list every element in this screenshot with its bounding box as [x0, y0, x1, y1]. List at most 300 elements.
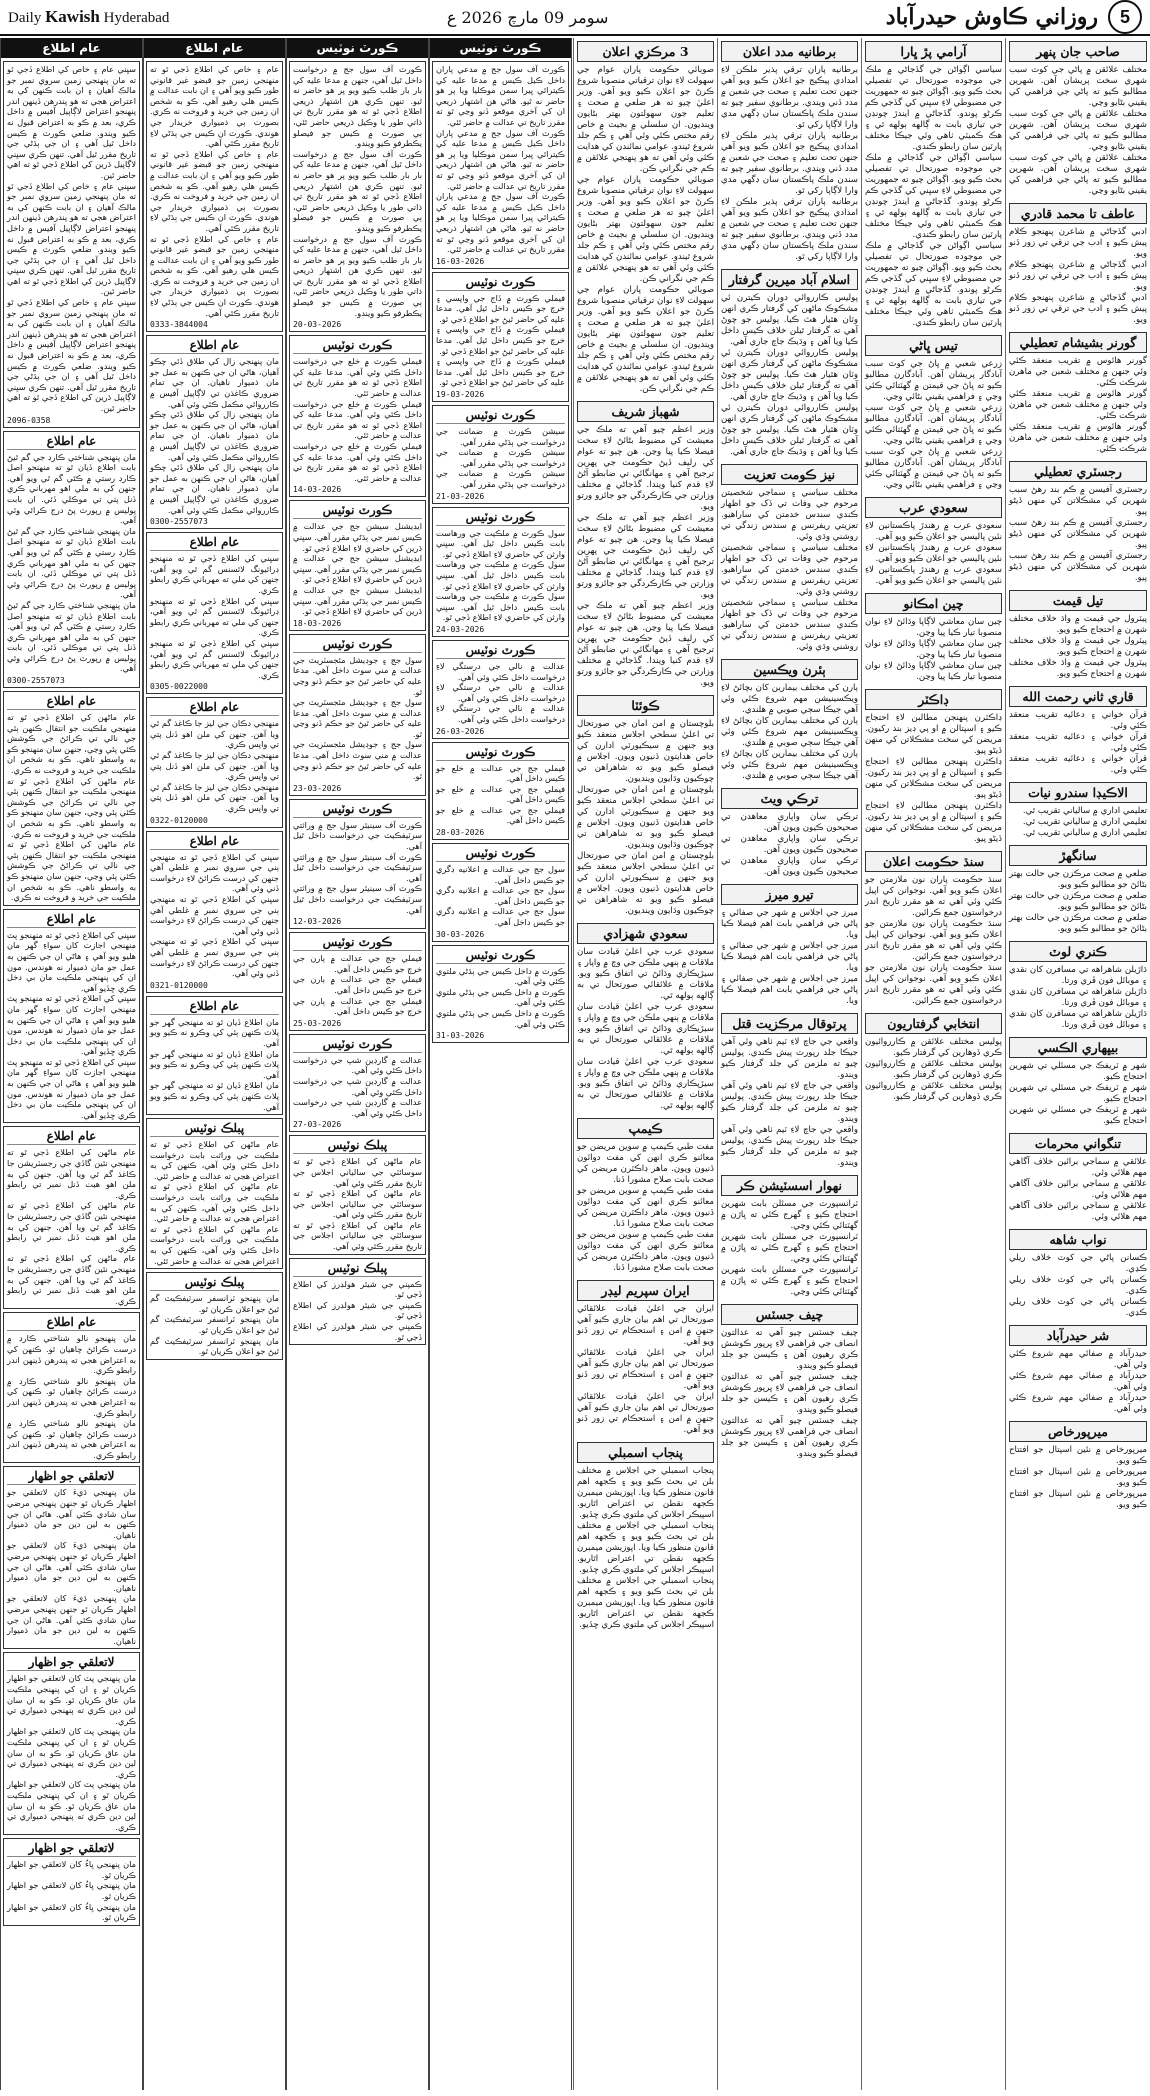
- news-story: [865, 1013, 1002, 1103]
- story-body: پوليس ڪارروائي دوران ڪيترن ئي مشڪوڪ ماڻهن کي گرفتار ڪري انهن وٽان هٿيار هٿ ڪيا. پوليس جو چوڻ آهي ته گرفتار ٿيلن خلاف ڪيس داخل ڪيا ويا آهن ۽ وڌيڪ جاچ جاري آهي.: [721, 348, 858, 402]
- notice-title: عام اطلاع: [7, 1129, 136, 1145]
- notice-text: عام ۽ خاص کي اطلاع ڏجي ٿو ته منهنجي زمين جو قبضو غير قانوني طور ڪيو ويو آهي ۽ ان بابت عدالت ۾ ڪيس هلي رهيو آهي. ڪو به شخص ان زمين جي خريد و فروخت نه ڪري. بصورت ٻي ذميواري خريدار جي هوندي. ڪورٽ ان ڪيس جي ٻڌڻي لاءِ تاريخ مقرر ڪئي آهي.: [150, 64, 279, 149]
- story-body: سنڌ حڪومت پاران نون ملازمتن جو اعلان ڪيو ويو آهي. نوجوانن کي اپيل ڪئي وئي آهي ته هو مقرر تاريخ اندر درخواستون جمع ڪرائين.: [865, 963, 1002, 1006]
- brand-name: Kawish: [45, 7, 100, 26]
- news-story: [721, 1013, 858, 1169]
- notice-box: [432, 945, 569, 1044]
- notice-contact: 14-03-2026: [293, 485, 342, 495]
- story-body: ايران جي اعليٰ قيادت علائقائي صورتحال تي اهم بيان جاري ڪيو آهي جنهن ۾ امن ۽ استحڪام تي زور ڏنو ويو آهي.: [577, 1348, 714, 1391]
- notice-box: [289, 634, 426, 796]
- notice-text: سڀني کي اطلاع ڏجي ٿو ته منهنجو ڊرائيونگ لائسنس گم ٿي ويو آهي، جنهن کي ملي ته مهرباني ڪري رابطو ڪري.: [150, 595, 279, 638]
- notice-contact: 24-03-2026: [436, 624, 485, 634]
- story-body: سنڌ حڪومت پاران نون ملازمتن جو اعلان ڪيو ويو آهي. نوجوانن کي اپيل ڪئي وئي آهي ته هو مقرر تاريخ اندر درخواستون جمع ڪرائين.: [865, 919, 1002, 962]
- notice-box: [289, 1258, 426, 1346]
- notice-text: عام ماڻهن کي اطلاع ڏجي ٿو ته منهنجي ملڪيت جو انتقال ڪنهن ٻئي جي نالي تي ڪرائڻ جي ڪوشش ڪئي پئي وڃي، جنهن سان منهنجو ڪو به واسطو ناهي. ڪو به شخص ان ملڪيت جي خريد و فروخت نه ڪري.: [7, 839, 136, 903]
- story-body: چين سان معاشي لاڳاپا وڌائڻ لاءِ نوان منصوبا تيار ڪيا پيا وڃن.: [865, 617, 1002, 638]
- notice-title: ڪورٽ نوٽيس: [293, 338, 422, 354]
- notice-title: عام اطلاع: [150, 535, 279, 551]
- news-story: [577, 923, 714, 1112]
- notice-text: مان پنهنجي ڌيءَ کان لاتعلقي جو اظهار ڪريان ٿو جنهن پنهنجي مرضي سان شادي ڪئي آهي. هاڻي ان جي ڪنهن به لين دين جو مان ذميوار ناهيان.: [7, 1487, 136, 1540]
- notice-title: ڪورٽ نوٽيس: [293, 503, 422, 519]
- story-body: ضلعي ۾ صحت مرڪزن جي حالت بهتر بڻائڻ جو مطالبو ڪيو ويو.: [1009, 869, 1147, 890]
- story-headline: نواب شاهه: [1009, 1229, 1147, 1250]
- story-body: علائقي ۾ سماجي برائين خلاف آگاهي مهم هلائي وئي.: [1009, 1201, 1147, 1222]
- story-body: قرآن خواني ۽ دعائيه تقريب منعقد ڪئي وئي.: [1009, 732, 1147, 753]
- notice-text: عام ماڻهن کي اطلاع ڏجي ٿو ته سوسائٽي جي سالياني اجلاس جي تاريخ مقرر ڪئي وئي آهي.: [293, 1188, 422, 1220]
- column-header: ڪورٽ نوٽيس: [430, 38, 571, 58]
- notice-box: [3, 1838, 140, 1926]
- notice-text: سول جج جي عدالت ۾ اعلانيه ڊگري جو ڪيس داخل آهي.: [436, 885, 565, 906]
- notice-text: عدالت ۾ گارڊين شپ جي درخواست داخل ڪئي وئي آهي.: [293, 1097, 422, 1118]
- notice-box: [146, 532, 283, 694]
- news-story: [721, 659, 858, 782]
- notice-text: مان پنهنجي شناختي ڪارڊ جي گم ٿيڻ بابت اطلاع ڏيان ٿو ته منهنجو اصل ڪارڊ رستي ۾ ڪٿي گم ٿي ويو آهي. جنهن کي به ملي اهو مهرباني ڪري ڏنل پتي تي موڪلي ڏئي. ان بابت پوليس ۾ رپورٽ پڻ درج ڪرائي وئي آهي.: [7, 451, 136, 526]
- notice-column-1: [0, 38, 143, 2090]
- news-story: [1009, 203, 1147, 326]
- notice-title: لاتعلقي جو اظهار: [7, 1469, 136, 1485]
- notice-text: عام ۽ خاص کي اطلاع ڏجي ٿو ته منهنجي زمين جو قبضو غير قانوني طور ڪيو ويو آهي ۽ ان بابت عدالت ۾ ڪيس هلي رهيو آهي. ڪو به شخص ان زمين جي خريد و فروخت نه ڪري. بصورت ٻي ذميواري خريدار جي هوندي. ڪورٽ ان ڪيس جي ٻڌڻي لاءِ تاريخ مقرر ڪئي آهي.: [150, 233, 279, 318]
- story-body: ڌاڙيلن شاهراهه تي مسافرن کان نقدي ۽ موبائل فون ڦري ورتا.: [1009, 987, 1147, 1008]
- notice-title: عام اطلاع: [150, 700, 279, 716]
- notice-title: ڪورٽ نوٽيس: [436, 275, 565, 291]
- notice-text: فيملي ڪورٽ ۾ ڏاج جي واپسي ۽ خرچ جو ڪيس داخل ٿيل آهي. مدعا عليه کي حاضر ٿيڻ جو اطلاع ڏجي ٿو.: [436, 292, 565, 324]
- notice-text: سول جج ۽ جوڊيشل مئجسٽريٽ جي عدالت ۾ مني سوٽ داخل آهي. مدعا عليه کي حاضر ٿيڻ جو حڪم ڏنو وڃي ٿو.: [293, 739, 422, 782]
- story-body: رجسٽري آفيسن ۾ ڪم بند رهڻ سبب شهرين کي مشڪلاتن کي منهن ڏيڻو پيو.: [1009, 485, 1147, 517]
- story-body: گورنر هائوس ۾ تقريب منعقد ڪئي وئي جنهن ۾ مختلف شعبن جي ماهرن شرڪت ڪئي.: [1009, 356, 1147, 388]
- story-body: ضلعي ۾ صحت مرڪزن جي حالت بهتر بڻائڻ جو مطالبو ڪيو ويو.: [1009, 913, 1147, 934]
- news-story: [721, 788, 858, 878]
- notice-text: مان پنهنجي زال کي طلاق ڏئي چڪو آهيان، هاڻي ان جي ڪنهن به عمل جو مان ذميوار ناهيان. ان جي تمام ضروري ڪاغذن تي لاڳاپيل آفيس ۾ ڪارروائي مڪمل ڪئي وئي آهي.: [150, 462, 279, 515]
- notice-contact: 0305-0022000: [150, 682, 208, 692]
- notice-title: ڪورٽ نوٽيس: [436, 408, 565, 424]
- story-body: پوليس ڪارروائي دوران ڪيترن ئي مشڪوڪ ماڻهن کي گرفتار ڪري انهن وٽان هٿيار هٿ ڪيا. پوليس جو چوڻ آهي ته گرفتار ٿيلن خلاف ڪيس داخل ڪيا ويا آهن ۽ وڌيڪ جاچ جاري آهي.: [721, 293, 858, 347]
- story-headline: پرتوقال مرڪزيت قتل: [721, 1013, 858, 1034]
- notice-contact: 2096-0358: [7, 415, 51, 425]
- notice-text: عام ماڻهن کي اطلاع ڏجي ٿو ته ملڪيت جي وراثت بابت درخواست داخل ڪئي وئي آهي، ڪنهن کي به اعتراض هجي ته عدالت ۾ حاضر ٿئي.: [150, 1223, 279, 1266]
- notice-title: عام اطلاع: [150, 338, 279, 354]
- story-body: ٻارن کي مختلف بيمارين کان بچائڻ لاءِ ويڪسينيشن مهم شروع ڪئي وئي آهي جيڪا سڄي صوبي ۾ هلندي.: [721, 683, 858, 715]
- notice-text: سول جج ۽ جوڊيشل مئجسٽريٽ جي عدالت ۾ مني سوٽ داخل آهي. مدعا عليه کي حاضر ٿيڻ جو حڪم ڏنو وڃي ٿو.: [293, 697, 422, 739]
- story-body: ميرپورخاص ۾ نئين اسپتال جو افتتاح ڪيو ويو.: [1009, 1445, 1147, 1466]
- brand-prefix: Daily: [8, 10, 42, 26]
- notice-box: [432, 405, 569, 504]
- news-story: [721, 884, 858, 1007]
- notice-text: فيملي ڪورٽ ۾ ڏاج جي واپسي ۽ خرچ جو ڪيس داخل ٿيل آهي. مدعا عليه کي حاضر ٿيڻ جو اطلاع ڏجي ٿو.: [436, 324, 565, 356]
- notice-title: لاتعلقي جو اظهار: [7, 1841, 136, 1857]
- story-headline: نيز ڪومت تعزيت: [721, 464, 858, 485]
- story-body: ڪسانن پاڻي جي کوٽ خلاف ريلي ڪڍي.: [1009, 1297, 1147, 1318]
- notice-text: ڪمپني جي شيئر هولڊرز کي اطلاع ڏجي ٿو.: [293, 1321, 422, 1342]
- story-body: سياسي اڳواڻن جي گڏجاڻي ۾ ملڪ جي موجوده صورتحال تي تفصيلي بحث ڪيو ويو. اڳواڻن چيو ته جمهوريت جي مضبوطي لاءِ سڀني کي گڏجي ڪم ڪرڻو پوندو. گڏجاڻي ۾ ايندڙ چونڊن جي تياري بابت به ڳالهه ٻولهه ٿي ۽ هڪ ڪميٽي ٺاهي وئي جيڪا مختلف پارٽين سان رابطو ڪندي.: [865, 153, 1002, 240]
- story-body: مختلف سياسي ۽ سماجي شخصيتن مرحوم جي وفات تي ڏک جو اظهار ڪندي سندس خدمتن کي ساراهيو. تعزيتي ريفرنس ۾ سندس زندگي تي روشني وڌي وئي.: [721, 488, 858, 542]
- notice-text: سڀني کي اطلاع ڏجي ٿو ته منهنجي ٻني جي سروي نمبر ۾ غلطي آهي جنهن کي درست ڪرائڻ لاءِ درخواست ڏني وئي آهي.: [150, 894, 279, 936]
- notice-text: عدالت ۾ گارڊين شپ جي درخواست داخل ڪئي وئي آهي.: [293, 1054, 422, 1076]
- notice-box: [146, 697, 283, 827]
- story-body: پوليس ڪارروائي دوران ڪيترن ئي مشڪوڪ ماڻهن کي گرفتار ڪري انهن وٽان هٿيار هٿ ڪيا. پوليس جو چوڻ آهي ته گرفتار ٿيلن خلاف ڪيس داخل ڪيا ويا آهن ۽ وڌيڪ جاچ جاري آهي.: [721, 403, 858, 457]
- notice-text: ڪورٽ ۾ داخل ڪيس جي ٻڌڻي ملتوي ڪئي وئي آهي.: [436, 965, 565, 987]
- story-body: ڊاڪٽرن پنهنجن مطالبن لاءِ احتجاج ڪيو ۽ اسپتالن ۾ او پي ڊيز بند رکيون. مريضن کي سخت مشڪلاتن کي منهن ڏيڻو پيو.: [865, 801, 1002, 844]
- notice-contact: 27-03-2026: [293, 1120, 342, 1130]
- story-body: ٻارن کي مختلف بيمارين کان بچائڻ لاءِ ويڪسينيشن مهم شروع ڪئي وئي آهي جيڪا سڄي صوبي ۾ هلندي.: [721, 716, 858, 748]
- story-body: مفت طبي ڪيمپ ۾ سوين مريضن جو معائنو ڪري انهن کي مفت دوائون ڏنيون ويون. ماهر ڊاڪٽرن مريضن کي صحت بابت صلاح مشورا ڏنا.: [577, 1230, 714, 1273]
- news-story: [1009, 1325, 1147, 1415]
- story-headline: انتخابي گرفتاريون: [865, 1013, 1002, 1034]
- news-story: [865, 689, 1002, 845]
- notice-title: عام اطلاع: [7, 694, 136, 710]
- notice-text: منهنجي دڪان جي ليز جا ڪاغذ گم ٿي ويا آهن. جنهن کي ملن اهو ڏنل پتي تي واپس ڪري.: [150, 781, 279, 814]
- notice-text: مان پنهنجو ٽرانسفر سرٽيفڪيٽ گم ٿيڻ جو اعلان ڪريان ٿو.: [150, 1335, 279, 1357]
- notice-box: [289, 1135, 426, 1254]
- story-body: وزير اعظم چيو آهي ته ملڪ جي معيشت کي مضبوط بڻائڻ لاءِ سخت فيصلا ڪيا پيا وڃن. هن چيو ته عوام کي رليف ڏيڻ حڪومت جي پهرين ترجيح آهي ۽ مهانگائي تي ضابطو آڻڻ لاءِ قدم کنيا ويندا. گڏجاڻي ۾ مختلف وزارتن جي ڪارڪردگي جو جائزو ورتو ويو.: [577, 513, 714, 600]
- notice-text: فيملي ڪورٽ ۾ خلع جي درخواست داخل ڪئي وئي آهي. مدعا عليه کي اطلاع ڏجي ٿو ته هو مقرر تاريخ تي عدالت ۾ حاضر ٿئي.: [293, 356, 422, 399]
- notice-box: [3, 1466, 140, 1649]
- notice-title: ڪورٽ نوٽيس: [436, 745, 565, 761]
- notice-text: عام ماڻهن کي اطلاع ڏجي ٿو ته منهنجي نئين گاڏي جي رجسٽريشن جا ڪاغذ گم ٿي ويا آهن. جنهن کي به ملن اهو هيٺ ڏنل نمبر تي رابطو ڪري.: [7, 1200, 136, 1253]
- story-body: چيف جسٽس چيو آهي ته عدالتون انصاف جي فراهمي لاءِ ڀرپور ڪوشش ڪري رهيون آهن ۽ ڪيسن جو جلد فيصلو ڪيو ويندو.: [721, 1372, 858, 1415]
- news-story: [721, 1175, 858, 1298]
- notice-text: ڪورٽ آف سول جج ۾ مدعي پاران داخل ڪيل ڪيس ۾ مدعا عليه کي ڪيترائي ڀيرا سمن موڪليا ويا پر هو حاضر نه ٿيو. هاڻي هن اشتهار ذريعي ان کي آخري موقعو ڏنو وڃي ٿو ته مقرر تاريخ تي عدالت ۾ حاضر ٿئي.: [436, 64, 565, 127]
- notice-contact: 30-03-2026: [436, 929, 485, 939]
- story-headline: ٻئرن ويڪسين: [721, 659, 858, 680]
- notice-text: سول ڪورٽ ۾ ملڪيت جي ورهاست بابت ڪيس داخل ٿيل آهي. سڀني وارثن کي حاضري لاءِ اطلاع ڏجي ٿو.: [436, 559, 565, 591]
- brand-city: Hyderabad: [103, 10, 170, 26]
- notice-text: عام ماڻهن کي اطلاع ڏجي ٿو ته ملڪيت جي وراثت بابت درخواست داخل ڪئي وئي آهي، ڪنهن کي به اعتراض هجي ته عدالت ۾ حاضر ٿئي.: [150, 1139, 279, 1181]
- notice-contact: 18-03-2026: [293, 618, 342, 628]
- story-body: بلوچستان ۾ امن امان جي صورتحال تي اعليٰ سطحي اجلاس منعقد ڪيو ويو جنهن ۾ سيڪيورٽي ادارن کي خاص هدايتون ڏنيون ويون. اجلاس ۾ فيصلو ڪيو ويو ته شاهراهن تي چوڪيون وڌايون وينديون.: [577, 851, 714, 916]
- story-body: سعودي عرب ۾ رهندڙ پاڪستانين لاءِ نئين پاليسي جو اعلان ڪيو ويو آهي.: [865, 543, 1002, 564]
- story-headline: ڪوئٽا: [577, 695, 714, 716]
- notice-text: مان پنهنجي ڌيءَ کان لاتعلقي جو اظهار ڪريان ٿو جنهن پنهنجي مرضي سان شادي ڪئي آهي. هاڻي ان جي ڪنهن به لين دين جو مان ذميوار ناهيان.: [7, 1540, 136, 1593]
- news-story: [577, 1442, 714, 1631]
- news-story: [1009, 590, 1147, 680]
- story-body: برطانيه پاران ترقي پذير ملڪن لاءِ امدادي پيڪيج جو اعلان ڪيو ويو آهي جنهن تحت تعليم ۽ صحت جي شعبن ۾ مدد ڏني ويندي. برطانوي سفير چيو ته سندن ملڪ پاڪستان سان ڊگهي مدي وارا لاڳاپا رکي ٿو.: [721, 65, 858, 130]
- story-body: شهر ۾ ٽريفڪ جي مسئلي تي شهرين احتجاج ڪيو.: [1009, 1105, 1147, 1126]
- story-body: بلوچستان ۾ امن امان جي صورتحال تي اعليٰ سطحي اجلاس منعقد ڪيو ويو جنهن ۾ سيڪيورٽي ادارن کي خاص هدايتون ڏنيون ويون. اجلاس ۾ فيصلو ڪيو ويو ته شاهراهن تي چوڪيون وڌايون وينديون.: [577, 785, 714, 850]
- story-body: ترڪي سان واپاري معاهدن تي صحيحون ڪيون ويون آهن.: [721, 834, 858, 855]
- notice-contact: 16-03-2026: [436, 256, 485, 266]
- story-body: سياسي اڳواڻن جي گڏجاڻي ۾ ملڪ جي موجوده صورتحال تي تفصيلي بحث ڪيو ويو. اڳواڻن چيو ته جمهوريت جي مضبوطي لاءِ سڀني کي گڏجي ڪم ڪرڻو پوندو. گڏجاڻي ۾ ايندڙ چونڊن جي تياري بابت به ڳالهه ٻولهه ٿي ۽ هڪ ڪميٽي ٺاهي وئي جيڪا مختلف پارٽين سان رابطو ڪندي.: [865, 65, 1002, 152]
- notice-contact: 20-03-2026: [293, 320, 342, 330]
- notice-title: پبلڪ نوٽيس: [150, 1275, 279, 1291]
- news-column-2: [717, 38, 861, 2090]
- notice-text: عدالت ۾ گارڊين شپ جي درخواست داخل ڪئي وئي آهي.: [293, 1075, 422, 1097]
- news-story: [1009, 686, 1147, 776]
- notice-text: فيملي جج جي عدالت ۾ خلع جو ڪيس داخل آهي.: [436, 804, 565, 826]
- story-body: علائقي ۾ سماجي برائين خلاف آگاهي مهم هلائي وئي.: [1009, 1157, 1147, 1178]
- notice-box: [432, 507, 569, 637]
- notice-box: [289, 61, 426, 332]
- notice-text: عدالت ۾ نالي جي درستگي لاءِ درخواست داخل ڪئي وئي آهي.: [436, 682, 565, 703]
- news-story: [577, 1118, 714, 1274]
- notice-text: مان پنهنجي ڌيءَ کان لاتعلقي جو اظهار ڪريان ٿو جنهن پنهنجي مرضي سان شادي ڪئي آهي. هاڻي ان جي ڪنهن به لين دين جو مان ذميوار ناهيان.: [7, 1593, 136, 1646]
- notice-text: فيملي جج جي عدالت ۾ ٻارن جي خرچ جو ڪيس داخل آهي.: [293, 995, 422, 1017]
- notice-contact: 0321-0120000: [150, 980, 208, 990]
- news-story: [1009, 1037, 1147, 1127]
- notice-box: [146, 996, 283, 1115]
- story-body: تعليمي اداري ۾ سالياني تقريب ٿي.: [1022, 828, 1147, 838]
- story-body: واقعي جي جاچ لاءِ ٽيم ٺاهي وئي آهي جيڪا جلد رپورٽ پيش ڪندي. پوليس چيو ته ملزمن کي جلد گرفتار ڪيو ويندو.: [721, 1081, 858, 1124]
- story-headline: ترڪي ويٽ: [721, 788, 858, 809]
- notice-box: [146, 1118, 283, 1269]
- story-body: حيدرآباد ۾ صفائي مهم شروع ڪئي وئي آهي.: [1009, 1393, 1147, 1414]
- story-body: علائقي ۾ سماجي برائين خلاف آگاهي مهم هلائي وئي.: [1009, 1179, 1147, 1200]
- notice-column-3: [286, 38, 429, 2090]
- notice-box: [432, 272, 569, 402]
- notice-box: [432, 843, 569, 942]
- notice-text: فيملي ڪورٽ ۾ ڏاج جي واپسي ۽ خرچ جو ڪيس داخل ٿيل آهي. مدعا عليه کي حاضر ٿيڻ جو اطلاع ڏجي ٿو.: [436, 356, 565, 388]
- notice-text: فيملي ڪورٽ ۾ خلع جي درخواست داخل ڪئي وئي آهي. مدعا عليه کي اطلاع ڏجي ٿو ته هو مقرر تاريخ تي عدالت ۾ حاضر ٿئي.: [293, 441, 422, 483]
- notice-contact: 26-03-2026: [436, 726, 485, 736]
- notice-text: سيشن ڪورٽ ۾ ضمانت جي درخواست جي ٻڌڻي مقرر آهي.: [436, 468, 565, 489]
- notice-title: ڪورٽ نوٽيس: [293, 637, 422, 653]
- story-headline: عاطف تا محمد قادري: [1009, 203, 1147, 224]
- notice-contact: 21-03-2026: [436, 491, 485, 501]
- news-story: [1009, 941, 1147, 1031]
- news-story: [721, 41, 858, 263]
- story-body: سعودي عرب جي اعليٰ قيادت سان ملاقات ۾ ٻنهي ملڪن جي وچ ۾ واپار ۽ سيڙپڪاري وڌائڻ تي اتفاق ڪيو ويو. ملاقات ۾ علائقائي صورتحال تي به ڳالهه ٻولهه ٿي.: [577, 1057, 714, 1111]
- notice-text: منهنجي دڪان جي ليز جا ڪاغذ گم ٿي ويا آهن. جنهن کي ملن اهو ڏنل پتي تي واپس ڪري.: [150, 718, 279, 750]
- story-body: مفت طبي ڪيمپ ۾ سوين مريضن جو معائنو ڪري انهن کي مفت دوائون ڏنيون ويون. ماهر ڊاڪٽرن مريضن کي صحت بابت صلاح مشورا ڏنا.: [577, 1142, 714, 1185]
- story-headline: شهباز شريف: [577, 401, 714, 422]
- notice-title: ڪورٽ نوٽيس: [436, 643, 565, 659]
- story-body: ڪسانن پاڻي جي کوٽ خلاف ريلي ڪڍي.: [1009, 1275, 1147, 1296]
- notice-text: فيملي جج جي عدالت ۾ ٻارن جي خرچ جو ڪيس داخل آهي.: [293, 974, 422, 995]
- notice-title: ڪورٽ نوٽيس: [436, 846, 565, 862]
- notice-box: [289, 335, 426, 497]
- notice-title: پبلڪ نوٽيس: [293, 1138, 422, 1154]
- notice-box: [432, 742, 569, 841]
- story-body: پنجاب اسمبلي جي اجلاس ۾ مختلف بلن تي بحث ڪيو ويو ۽ ڪجهه اهم قانون منظور ڪيا ويا. اپوزيشن ميمبرن ڪجهه نقطن تي اعتراض اٿاريو. اسپيڪر اجلاس کي ملتوي ڪري ڇڏيو.: [577, 1576, 714, 1630]
- notice-list: [287, 61, 428, 1345]
- story-body: پوليس مختلف علائقن ۾ ڪارروائيون ڪري ڏوهارين کي گرفتار ڪيو.: [865, 1037, 1002, 1058]
- news-story: [577, 401, 714, 689]
- story-body: حيدرآباد ۾ صفائي مهم شروع ڪئي وئي آهي.: [1009, 1371, 1147, 1392]
- notice-text: سڀني کي اطلاع ڏجي ٿو ته منهنجو پٽ منهنجي اجازت کان سواءِ گهر مان هليو ويو آهي ۽ هاڻي ان جي ڪنهن به عمل جو مان ذميوار نه هوندس. مون ان کي پنهنجي ملڪيت مان بي دخل ڪري ڇڏيو آهي.: [7, 929, 136, 993]
- story-body: صوبائي حڪومت پاران عوام جي سهولت لاءِ نوان ترقياتي منصوبا شروع ڪرڻ جو اعلان ڪيو ويو آهي. وزير اعليٰ چيو ته هر ضلعي ۾ صحت ۽ تعليم جون سهولتون بهتر بڻايون وينديون. ان سلسلي ۾ بجيٽ ۾ خاص رقم مختص ڪئي وئي آهي ۽ ڪم جلد شروع ٿيندو. عوامي نمائندن کي هدايت ڪئي وئي آهي ته هو پنهنجي علائقن ۾ ڪم جي نگراني ڪن.: [577, 175, 714, 284]
- news-story: [577, 1280, 714, 1436]
- story-body: ميرپورخاص ۾ نئين اسپتال جو افتتاح ڪيو ويو.: [1009, 1467, 1147, 1488]
- story-body: چيف جسٽس چيو آهي ته عدالتون انصاف جي فراهمي لاءِ ڀرپور ڪوشش ڪري رهيون آهن ۽ ڪيسن جو جلد فيصلو ڪيو ويندو.: [721, 1328, 858, 1371]
- story-body: پنجاب اسمبلي جي اجلاس ۾ مختلف بلن تي بحث ڪيو ويو ۽ ڪجهه اهم قانون منظور ڪيا ويا. اپوزيشن ميمبرن ڪجهه نقطن تي اعتراض اٿاريو. اسپيڪر اجلاس کي ملتوي ڪري ڇڏيو.: [577, 1521, 714, 1575]
- story-body: مختلف علائقن ۾ پاڻي جي کوٽ سبب شهري سخت پريشان آهن. شهرين مطالبو ڪيو ته پاڻي جي فراهمي کي يقيني بڻايو وڃي.: [1009, 153, 1147, 196]
- notice-box: [3, 691, 140, 906]
- news-story: [1009, 1421, 1147, 1511]
- notice-text: سول جج جي عدالت ۾ اعلانيه ڊگري جو ڪيس داخل آهي.: [436, 906, 565, 928]
- notice-text: ڪورٽ آف سول جج ۾ درخواست داخل ٿيل آهي، جنهن ۾ مدعا عليه کي بار بار طلب ڪيو ويو پر هو حاضر نه ٿيو. تنهن ڪري هن اشتهار ذريعي اطلاع ڏجي ٿو ته هو مقرر تاريخ تي ذاتي طور يا وڪيل ذريعي حاضر ٿئي، ٻي صورت ۾ ڪيس جو فيصلو يڪطرفو ڪيو ويندو.: [293, 64, 422, 149]
- notice-title: عام اطلاع: [150, 999, 279, 1015]
- notice-text: مان اطلاع ڏيان ٿو ته منهنجي گهر جو پلاٽ ڪنهن ٻئي کي وڪرو نه ڪيو ويو آهي.: [150, 1016, 279, 1048]
- notice-text: مان پنهنجي زال کي طلاق ڏئي چڪو آهيان، هاڻي ان جي ڪنهن به عمل جو مان ذميوار ناهيان. ان جي تمام ضروري ڪاغذن تي لاڳاپيل آفيس ۾ ڪارروائي مڪمل ڪئي وئي آهي.: [150, 409, 279, 462]
- notice-box: [289, 932, 426, 1031]
- story-headline: تيس ڀاڻي: [865, 335, 1002, 356]
- story-body: صوبائي حڪومت پاران عوام جي سهولت لاءِ نوان ترقياتي منصوبا شروع ڪرڻ جو اعلان ڪيو ويو آهي. وزير اعليٰ چيو ته هر ضلعي ۾ صحت ۽ تعليم جون سهولتون بهتر بڻايون وينديون. ان سلسلي ۾ بجيٽ ۾ خاص رقم مختص ڪئي وئي آهي ۽ ڪم جلد شروع ٿيندو. عوامي نمائندن کي هدايت ڪئي وئي آهي ته هو پنهنجي علائقن ۾ ڪم جي نگراني ڪن.: [577, 65, 714, 174]
- notice-text: فيملي ڪورٽ ۾ خلع جي درخواست داخل ڪئي وئي آهي. مدعا عليه کي اطلاع ڏجي ٿو ته هو مقرر تاريخ تي عدالت ۾ حاضر ٿئي.: [293, 398, 422, 441]
- notice-text: مان پنهنجي زال کي طلاق ڏئي چڪو آهيان، هاڻي ان جي ڪنهن به عمل جو مان ذميوار ناهيان. ان جي تمام ضروري ڪاغذن تي لاڳاپيل آفيس ۾ ڪارروائي مڪمل ڪئي وئي آهي.: [150, 356, 279, 409]
- news-story: [1009, 461, 1147, 584]
- news-story: [1009, 782, 1147, 839]
- notice-box: [289, 799, 426, 929]
- story-headline: سعودي شهزادي: [577, 923, 714, 944]
- story-body: وزير اعظم چيو آهي ته ملڪ جي معيشت کي مضبوط بڻائڻ لاءِ سخت فيصلا ڪيا پيا وڃن. هن چيو ته عوام کي رليف ڏيڻ حڪومت جي پهرين ترجيح آهي ۽ مهانگائي تي ضابطو آڻڻ لاءِ قدم کنيا ويندا. گڏجاڻي ۾ مختلف وزارتن جي ڪارڪردگي جو جائزو ورتو ويو.: [577, 425, 714, 512]
- story-body: شهر ۾ ٽريفڪ جي مسئلي تي شهرين احتجاج ڪيو.: [1009, 1083, 1147, 1104]
- notice-text: ڪورٽ آف سينيئر سول جج ۾ وراثتي سرٽيفڪيٽ جي درخواست داخل ٿيل آهي.: [293, 851, 422, 883]
- story-body: قرآن خواني ۽ دعائيه تقريب منعقد ڪئي وئي.: [1009, 710, 1147, 731]
- story-headline: اسلام آباد ميرين گرفتار: [721, 269, 858, 290]
- notice-title: عام اطلاع: [150, 834, 279, 850]
- notice-text: عام ۽ خاص کي اطلاع ڏجي ٿو ته منهنجي زمين جو قبضو غير قانوني طور ڪيو ويو آهي ۽ ان بابت عدالت ۾ ڪيس هلي رهيو آهي. ڪو به شخص ان زمين جي خريد و فروخت نه ڪري. بصورت ٻي ذميواري خريدار جي هوندي. ڪورٽ ان ڪيس جي ٻڌڻي لاءِ تاريخ مقرر ڪئي آهي.: [150, 148, 279, 233]
- notice-text: سول جج ۽ جوڊيشل مئجسٽريٽ جي عدالت ۾ مني سوٽ داخل آهي. مدعا عليه کي حاضر ٿيڻ جو حڪم ڏنو وڃي ٿو.: [293, 654, 422, 697]
- notice-text: مان پنهنجي ڀاءُ کان لاتعلقي جو اظهار ڪريان ٿو.: [7, 1859, 136, 1880]
- story-headline: الاڪيڊا سندرو نيات: [1009, 782, 1147, 803]
- story-body: ڊاڪٽرن پنهنجن مطالبن لاءِ احتجاج ڪيو ۽ اسپتالن ۾ او پي ڊيز بند رکيون. مريضن کي سخت مشڪلاتن کي منهن ڏيڻو پيو.: [865, 713, 1002, 756]
- notice-text: ايڊيشنل سيشن جج جي عدالت ۾ ڪيس نمبر جي ٻڌڻي مقرر آهي. سڀني ڌرين کي حاضري لاءِ اطلاع ڏجي ٿو.: [293, 521, 422, 553]
- notice-list: [1, 61, 142, 1926]
- notice-text: عدالت ۾ نالي جي درستگي لاءِ درخواست داخل ڪئي وئي آهي.: [436, 703, 565, 724]
- notice-text: عام ماڻهن کي اطلاع ڏجي ٿو ته منهنجي ملڪيت جو انتقال ڪنهن ٻئي جي نالي تي ڪرائڻ جي ڪوشش ڪئي پئي وڃي، جنهن سان منهنجو ڪو به واسطو ناهي. ڪو به شخص ان ملڪيت جي خريد و فروخت نه ڪري.: [7, 712, 136, 776]
- story-body: سنڌ حڪومت پاران نون ملازمتن جو اعلان ڪيو ويو آهي. نوجوانن کي اپيل ڪئي وئي آهي ته هو مقرر تاريخ اندر درخواستون جمع ڪرائين.: [865, 875, 1002, 918]
- notice-text: مان اطلاع ڏيان ٿو ته منهنجي گهر جو پلاٽ ڪنهن ٻئي کي وڪرو نه ڪيو ويو آهي.: [150, 1048, 279, 1080]
- story-body: ترڪي سان واپاري معاهدن تي صحيحون ڪيون ويون آهن.: [721, 812, 858, 833]
- story-body: مختلف علائقن ۾ پاڻي جي کوٽ سبب شهري سخت پريشان آهن. شهرين مطالبو ڪيو ته پاڻي جي فراهمي کي يقيني بڻايو وڃي.: [1009, 65, 1147, 108]
- notice-box: [3, 431, 140, 688]
- newspaper-title: روزاني ڪاوش حيدرآباد: [885, 4, 1098, 30]
- story-headline: چين امڪانو: [865, 593, 1002, 614]
- story-body: ٻارن کي مختلف بيمارين کان بچائڻ لاءِ ويڪسينيشن مهم شروع ڪئي وئي آهي جيڪا سڄي صوبي ۾ هلندي.: [721, 749, 858, 781]
- notice-text: مان پنهنجي ڀاءُ کان لاتعلقي جو اظهار ڪريان ٿو.: [7, 1901, 136, 1923]
- story-headline: 3 مرڪزي اعلان: [577, 41, 714, 62]
- column-header: ڪورٽ نوٽيس: [287, 38, 428, 58]
- news-story: [865, 335, 1002, 491]
- notice-text: عام ماڻهن کي اطلاع ڏجي ٿو ته منهنجي ملڪيت جو انتقال ڪنهن ٻئي جي نالي تي ڪرائڻ جي ڪوشش ڪئي پئي وڃي، جنهن سان منهنجو ڪو به واسطو ناهي. ڪو به شخص ان ملڪيت جي خريد و فروخت نه ڪري.: [7, 775, 136, 839]
- story-body: سياسي اڳواڻن جي گڏجاڻي ۾ ملڪ جي موجوده صورتحال تي تفصيلي بحث ڪيو ويو. اڳواڻن چيو ته جمهوريت جي مضبوطي لاءِ سڀني کي گڏجي ڪم ڪرڻو پوندو. گڏجاڻي ۾ ايندڙ چونڊن جي تياري بابت به ڳالهه ٻولهه ٿي ۽ هڪ ڪميٽي ٺاهي وئي جيڪا مختلف پارٽين سان رابطو ڪندي.: [865, 241, 1002, 328]
- notice-title: ڪورٽ نوٽيس: [293, 935, 422, 951]
- story-body: واقعي جي جاچ لاءِ ٽيم ٺاهي وئي آهي جيڪا جلد رپورٽ پيش ڪندي. پوليس چيو ته ملزمن کي جلد گرفتار ڪيو ويندو.: [721, 1125, 858, 1168]
- notice-text: فيملي جج جي عدالت ۾ خلع جو ڪيس داخل آهي.: [436, 783, 565, 805]
- news-story: [721, 269, 858, 458]
- story-body: مختلف علائقن ۾ پاڻي جي کوٽ سبب شهري سخت پريشان آهن. شهرين مطالبو ڪيو ته پاڻي جي فراهمي کي يقيني بڻايو وڃي.: [1009, 109, 1147, 152]
- story-headline: سانگهڙ: [1009, 845, 1147, 866]
- notice-text: سڀني کي اطلاع ڏجي ٿو ته منهنجي ٻني جي سروي نمبر ۾ غلطي آهي جنهن کي درست ڪرائڻ لاءِ درخواست ڏني وئي آهي.: [150, 851, 279, 894]
- notice-box: [289, 1034, 426, 1133]
- news-story: [1009, 332, 1147, 455]
- news-story: [1009, 1133, 1147, 1223]
- story-body: ميرز جي اجلاس ۾ شهر جي صفائي ۽ پاڻي جي فراهمي بابت اهم فيصلا ڪيا ويا.: [721, 941, 858, 973]
- issue-date: سومر 09 مارچ 2026 ع: [446, 7, 609, 27]
- news-story: [865, 497, 1002, 587]
- story-body: مفت طبي ڪيمپ ۾ سوين مريضن جو معائنو ڪري انهن کي مفت دوائون ڏنيون ويون. ماهر ڊاڪٽرن مريضن کي صحت بابت صلاح مشورا ڏنا.: [577, 1186, 714, 1229]
- story-body: گورنر هائوس ۾ تقريب منعقد ڪئي وئي جنهن ۾ مختلف شعبن جي ماهرن شرڪت ڪئي.: [1009, 422, 1147, 454]
- notice-text: ڪورٽ آف سينيئر سول جج ۾ وراثتي سرٽيفڪيٽ جي درخواست داخل ٿيل آهي.: [293, 819, 422, 852]
- story-headline: نهوار اسسٽيشن ڪر: [721, 1175, 858, 1196]
- notice-contact: 12-03-2026: [293, 917, 342, 927]
- notice-text: منهنجي دڪان جي ليز جا ڪاغذ گم ٿي ويا آهن. جنهن کي ملن اهو ڏنل پتي تي واپس ڪري.: [150, 750, 279, 782]
- story-body: ٽرانسپورٽ جي مسئلن بابت شهرين احتجاج ڪيو ۽ گهرج ڪئي ته ڀاڙن ۾ گهٽتائي ڪئي وڃي.: [721, 1232, 858, 1264]
- story-body: شهر ۾ ٽريفڪ جي مسئلي تي شهرين احتجاج ڪيو.: [1009, 1061, 1147, 1082]
- page-number: 5: [1108, 0, 1142, 34]
- story-headline: رجسٽري تعطيلي: [1009, 461, 1147, 482]
- notice-title: ڪورٽ نوٽيس: [436, 510, 565, 526]
- notice-text: سڀني عام ۽ خاص کي اطلاع ڏجي ٿو ته مان پنهنجي زمين سروي نمبر جو مالڪ آهيان ۽ ان بابت ڪنهن کي به اعتراض هجي ته هو پندرهن ڏينهن اندر پنهنجو اعتراض لاڳاپيل آفيس ۾ داخل ڪري، بعد ۾ ڪو به اعتراض قبول نه ڪيو ويندو. ضلعي ڪورٽ ۾ ڪيس داخل ٿيل آهي ۽ ان جي ٻڌڻي جي تاريخ مقرر ٿيل آهي. تنهن ڪري سڀني لاڳاپيل ڌرين کي اطلاع ڏجي ٿو ته اهي حاضر ٿين.: [7, 64, 136, 180]
- notice-text: مان پنهنجو نالو شناختي ڪارڊ ۾ درست ڪرائڻ چاهيان ٿو. ڪنهن کي به اعتراض هجي ته پندرهن ڏينهن اندر رابطو ڪري.: [7, 1418, 136, 1460]
- notice-contact: 31-03-2026: [436, 1031, 485, 1041]
- notice-text: سڀني کي اطلاع ڏجي ٿو ته منهنجي ٻني جي سروي نمبر ۾ غلطي آهي جنهن کي درست ڪرائڻ لاءِ درخواست ڏني وئي آهي.: [150, 936, 279, 979]
- story-body: قرآن خواني ۽ دعائيه تقريب منعقد ڪئي وئي.: [1009, 754, 1147, 775]
- story-body: ٽرانسپورٽ جي مسئلن بابت شهرين احتجاج ڪيو ۽ گهرج ڪئي ته ڀاڙن ۾ گهٽتائي ڪئي وڃي.: [721, 1199, 858, 1231]
- story-body: پيٽرول جي قيمت ۾ واڌ خلاف مختلف شهرن ۾ احتجاج ڪيو ويو.: [1009, 636, 1147, 657]
- notice-text: سول ڪورٽ ۾ ملڪيت جي ورهاست بابت ڪيس داخل ٿيل آهي. سڀني وارثن کي حاضري لاءِ اطلاع ڏجي ٿو.: [436, 527, 565, 559]
- notice-text: مان پنهنجو ٽرانسفر سرٽيفڪيٽ گم ٿيڻ جو اعلان ڪريان ٿو.: [150, 1293, 279, 1314]
- notice-list: [144, 61, 285, 1360]
- notice-text: مان پنهنجي شناختي ڪارڊ جي گم ٿيڻ بابت اطلاع ڏيان ٿو ته منهنجو اصل ڪارڊ رستي ۾ ڪٿي گم ٿي ويو آهي. جنهن کي به ملي اهو مهرباني ڪري ڏنل پتي تي موڪلي ڏئي. ان بابت پوليس ۾ رپورٽ پڻ درج ڪرائي وئي آهي.: [7, 525, 136, 600]
- story-body: برطانيه پاران ترقي پذير ملڪن لاءِ امدادي پيڪيج جو اعلان ڪيو ويو آهي جنهن تحت تعليم ۽ صحت جي شعبن ۾ مدد ڏني ويندي. برطانوي سفير چيو ته سندن ملڪ پاڪستان سان ڊگهي مدي وارا لاڳاپا رکي ٿو.: [721, 197, 858, 262]
- news-story: [1009, 41, 1147, 197]
- notice-text: عام ماڻهن کي اطلاع ڏجي ٿو ته سوسائٽي جي سالياني اجلاس جي تاريخ مقرر ڪئي وئي آهي.: [293, 1156, 422, 1188]
- story-body: پيٽرول جي قيمت ۾ واڌ خلاف مختلف شهرن ۾ احتجاج ڪيو ويو.: [1009, 614, 1147, 635]
- notice-text: سيشن ڪورٽ ۾ ضمانت جي درخواست جي ٻڌڻي مقرر آهي.: [436, 447, 565, 468]
- story-headline: تنگواني محرمات: [1009, 1133, 1147, 1154]
- column-header: عام اطلاع: [1, 38, 142, 58]
- story-body: مختلف سياسي ۽ سماجي شخصيتن مرحوم جي وفات تي ڏک جو اظهار ڪندي سندس خدمتن کي ساراهيو. تعزيتي ريفرنس ۾ سندس زندگي تي روشني وڌي وئي.: [721, 543, 858, 597]
- story-body: وزير اعظم چيو آهي ته ملڪ جي معيشت کي مضبوط بڻائڻ لاءِ سخت فيصلا ڪيا پيا وڃن. هن چيو ته عوام کي رليف ڏيڻ حڪومت جي پهرين ترجيح آهي ۽ مهانگائي تي ضابطو آڻڻ لاءِ قدم کنيا ويندا. گڏجاڻي ۾ مختلف وزارتن جي ڪارڪردگي جو جائزو ورتو ويو.: [577, 601, 714, 688]
- story-body: ميرز جي اجلاس ۾ شهر جي صفائي ۽ پاڻي جي فراهمي بابت اهم فيصلا ڪيا ويا.: [721, 974, 858, 1006]
- notice-contact: 0300-2557073: [7, 676, 65, 686]
- story-body: مختلف سياسي ۽ سماجي شخصيتن مرحوم جي وفات تي ڏک جو اظهار ڪندي سندس خدمتن کي ساراهيو. تعزيتي ريفرنس ۾ سندس زندگي تي روشني وڌي وئي.: [721, 598, 858, 652]
- notice-box: [146, 61, 283, 332]
- story-headline: گورنر بشيشام تعطيلي: [1009, 332, 1147, 353]
- story-headline: آرامي پڙ ڀارا: [865, 41, 1002, 62]
- notice-column-2: [143, 38, 286, 2090]
- notice-box: [146, 1272, 283, 1360]
- notice-text: سڀني کي اطلاع ڏجي ٿو ته منهنجو پٽ منهنجي اجازت کان سواءِ گهر مان هليو ويو آهي ۽ هاڻي ان جي ڪنهن به عمل جو مان ذميوار نه هوندس. مون ان کي پنهنجي ملڪيت مان بي دخل ڪري ڇڏيو آهي.: [7, 993, 136, 1057]
- notice-text: مان پنهنجو ٽرانسفر سرٽيفڪيٽ گم ٿيڻ جو اعلان ڪريان ٿو.: [150, 1314, 279, 1335]
- notice-title: عام اطلاع: [7, 912, 136, 928]
- notice-text: ڪورٽ آف سينيئر سول جج ۾ وراثتي سرٽيفڪيٽ جي درخواست داخل ٿيل آهي.: [293, 883, 422, 915]
- story-body: گورنر هائوس ۾ تقريب منعقد ڪئي وئي جنهن ۾ مختلف شعبن جي ماهرن شرڪت ڪئي.: [1009, 389, 1147, 421]
- notice-text: ڪورٽ آف سول جج ۾ درخواست داخل ٿيل آهي، جنهن ۾ مدعا عليه کي بار بار طلب ڪيو ويو پر هو حاضر نه ٿيو. تنهن ڪري هن اشتهار ذريعي اطلاع ڏجي ٿو ته هو مقرر تاريخ تي ذاتي طور يا وڪيل ذريعي حاضر ٿئي، ٻي صورت ۾ ڪيس جو فيصلو يڪطرفو ڪيو ويندو.: [293, 148, 422, 233]
- story-body: ميرز جي اجلاس ۾ شهر جي صفائي ۽ پاڻي جي فراهمي بابت اهم فيصلا ڪيا ويا.: [721, 908, 858, 940]
- story-body: ٽرانسپورٽ جي مسئلن بابت شهرين احتجاج ڪيو ۽ گهرج ڪئي ته ڀاڙن ۾ گهٽتائي ڪئي وڃي.: [721, 1265, 858, 1297]
- story-body: تعليمي اداري ۾ سالياني تقريب ٿي.: [1022, 817, 1147, 827]
- news-column-1: [573, 38, 717, 2090]
- notice-text: سڀني عام ۽ خاص کي اطلاع ڏجي ٿو ته مان پنهنجي زمين سروي نمبر جو مالڪ آهيان ۽ ان بابت ڪنهن کي به اعتراض هجي ته هو پندرهن ڏينهن اندر پنهنجو اعتراض لاڳاپيل آفيس ۾ داخل ڪري، بعد ۾ ڪو به اعتراض قبول نه ڪيو ويندو. ضلعي ڪورٽ ۾ ڪيس داخل ٿيل آهي ۽ ان جي ٻڌڻي جي تاريخ مقرر ٿيل آهي. تنهن ڪري سڀني لاڳاپيل ڌرين کي اطلاع ڏجي ٿو ته اهي حاضر ٿين.: [7, 297, 136, 413]
- news-story: [721, 1304, 858, 1460]
- notice-text: سڀني عام ۽ خاص کي اطلاع ڏجي ٿو ته مان پنهنجي زمين سروي نمبر جو مالڪ آهيان ۽ ان بابت ڪنهن کي به اعتراض هجي ته هو پندرهن ڏينهن اندر پنهنجو اعتراض لاڳاپيل آفيس ۾ داخل ڪري، بعد ۾ ڪو به اعتراض قبول نه ڪيو ويندو. ضلعي ڪورٽ ۾ ڪيس داخل ٿيل آهي ۽ ان جي ٻڌڻي جي تاريخ مقرر ٿيل آهي. تنهن ڪري سڀني لاڳاپيل ڌرين کي اطلاع ڏجي ٿو ته اهي حاضر ٿين.: [7, 180, 136, 297]
- news-column-3: [861, 38, 1005, 2090]
- notice-contact: 19-03-2026: [436, 390, 485, 400]
- news-story: [577, 695, 714, 917]
- story-body: ترڪي سان واپاري معاهدن تي صحيحون ڪيون ويون آهن.: [721, 856, 858, 877]
- story-headline: قاري ثاني رحمت الله: [1009, 686, 1147, 707]
- notice-text: مان پنهنجو نالو شناختي ڪارڊ ۾ درست ڪرائڻ چاهيان ٿو. ڪنهن کي به اعتراض هجي ته پندرهن ڏينهن اندر رابطو ڪري.: [7, 1375, 136, 1418]
- notice-contact: 0333-3844004: [150, 320, 208, 330]
- story-headline: ميرپورخاص: [1009, 1421, 1147, 1442]
- notice-box: [3, 909, 140, 1124]
- story-body: زرعي شعبي ۾ ڀاڻ جي کوٽ سبب آبادگار پريشان آهن. آبادگارن مطالبو ڪيو ته ڀاڻ جي قيمتن ۾ گهٽتائي ڪئي وڃي ۽ فراهمي يقيني بڻائي وڃي.: [865, 359, 1002, 402]
- news-story: [865, 593, 1002, 683]
- notice-text: مان پنهنجي شناختي ڪارڊ جي گم ٿيڻ بابت اطلاع ڏيان ٿو ته منهنجو اصل ڪارڊ رستي ۾ ڪٿي گم ٿي ويو آهي. جنهن کي به ملي اهو مهرباني ڪري ڏنل پتي تي موڪلي ڏئي. ان بابت پوليس ۾ رپورٽ پڻ درج ڪرائي وئي آهي.: [7, 599, 136, 674]
- notice-text: ڪمپني جي شيئر هولڊرز کي اطلاع ڏجي ٿو.: [293, 1299, 422, 1321]
- notice-text: عام ماڻهن کي اطلاع ڏجي ٿو ته منهنجي نئين گاڏي جي رجسٽريشن جا ڪاغذ گم ٿي ويا آهن. جنهن کي به ملن اهو هيٺ ڏنل نمبر تي رابطو ڪري.: [7, 1147, 136, 1200]
- news-story: [577, 41, 714, 395]
- notice-text: سول ڪورٽ ۾ ملڪيت جي ورهاست بابت ڪيس داخل ٿيل آهي. سڀني وارثن کي حاضري لاءِ اطلاع ڏجي ٿو.: [436, 591, 565, 623]
- notice-title: ڪورٽ نوٽيس: [436, 948, 565, 964]
- notice-text: فيملي جج جي عدالت ۾ ٻارن جي خرچ جو ڪيس داخل آهي.: [293, 953, 422, 974]
- notice-text: ڪورٽ آف سول جج ۾ مدعي پاران داخل ڪيل ڪيس ۾ مدعا عليه کي ڪيترائي ڀيرا سمن موڪليا ويا پر هو حاضر نه ٿيو. هاڻي هن اشتهار ذريعي ان کي آخري موقعو ڏنو وڃي ٿو ته مقرر تاريخ تي عدالت ۾ حاضر ٿئي.: [436, 191, 565, 255]
- notice-text: سڀني کي اطلاع ڏجي ٿو ته منهنجو ڊرائيونگ لائسنس گم ٿي ويو آهي، جنهن کي ملي ته مهرباني ڪري رابطو ڪري.: [150, 637, 279, 680]
- story-headline: سعودي عرب: [865, 497, 1002, 518]
- story-body: ايران جي اعليٰ قيادت علائقائي صورتحال تي اهم بيان جاري ڪيو آهي جنهن ۾ امن ۽ استحڪام تي زور ڏنو ويو آهي.: [577, 1392, 714, 1435]
- news-story: [721, 464, 858, 653]
